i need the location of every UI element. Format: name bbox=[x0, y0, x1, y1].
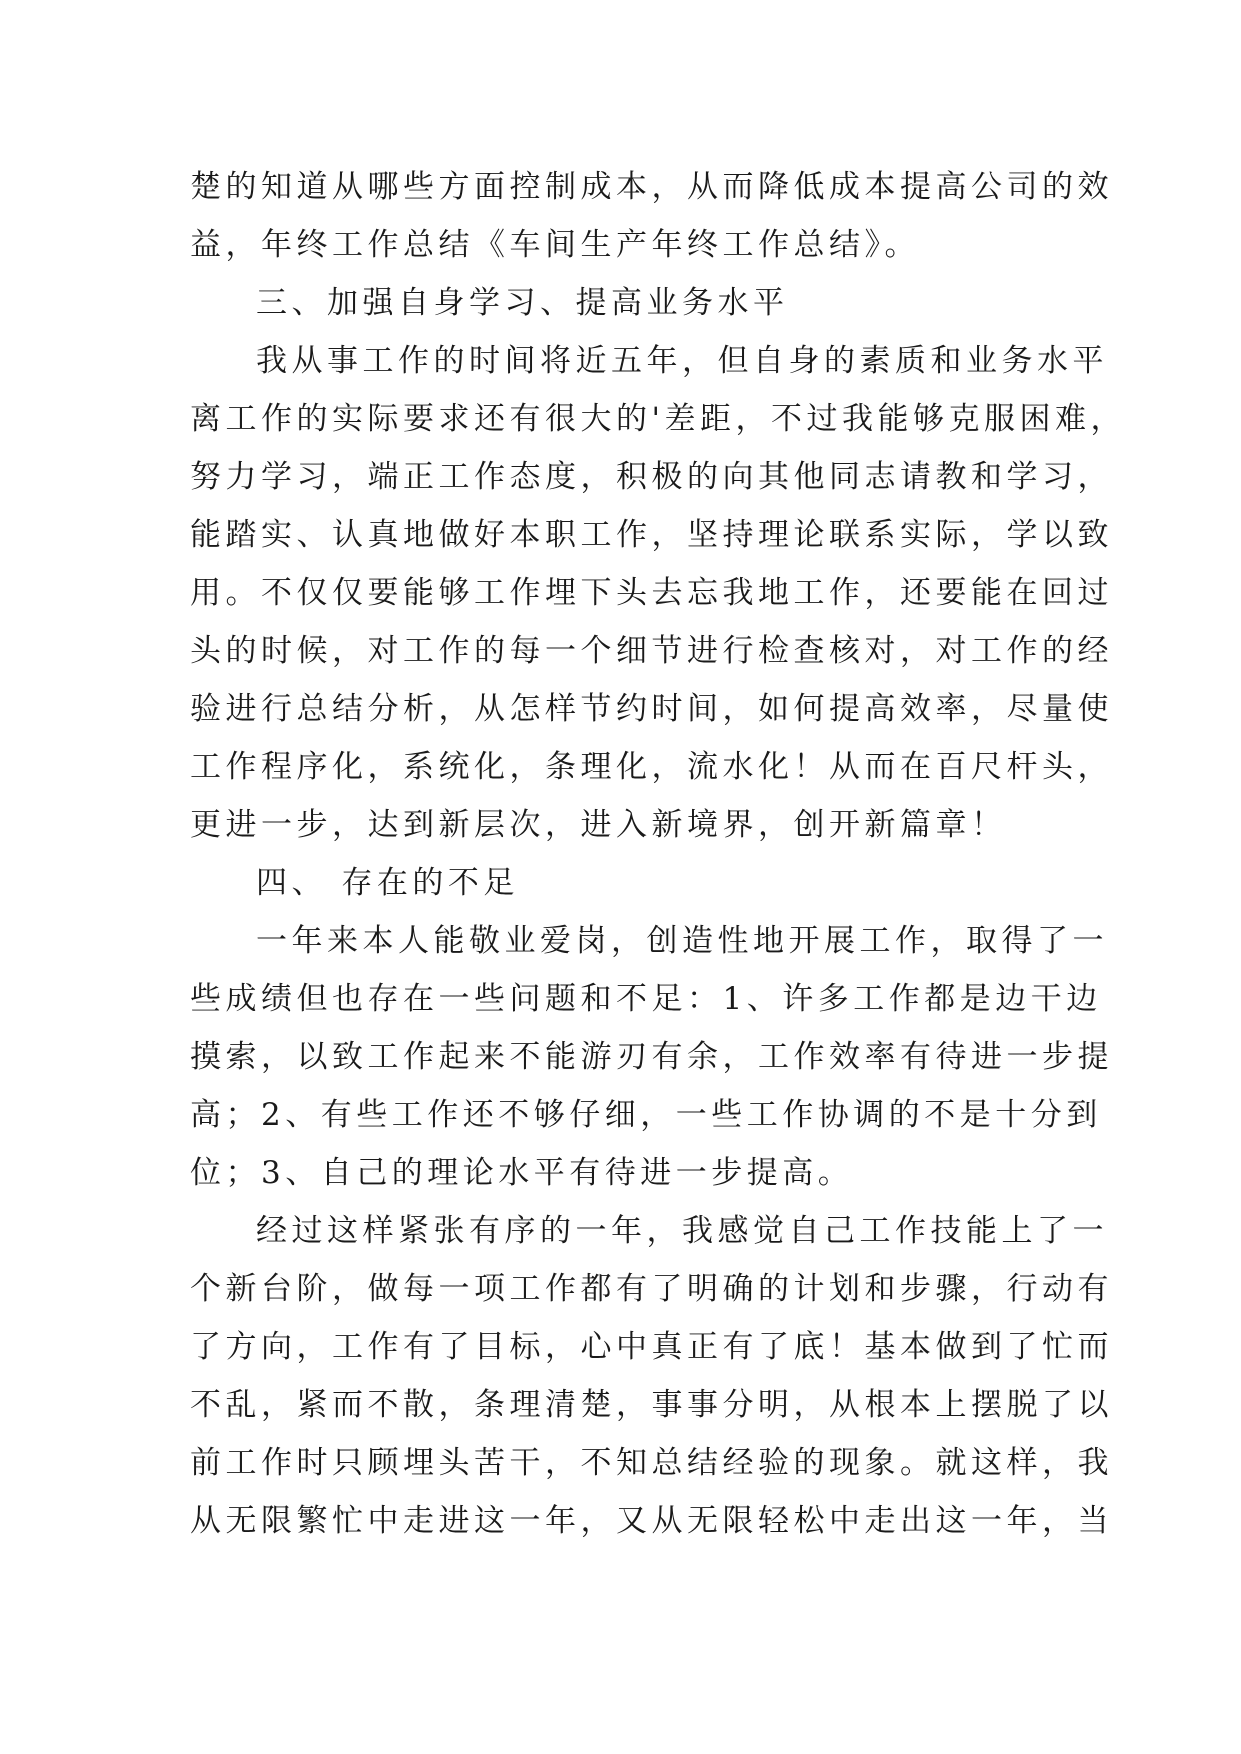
text-line: 了方向，工作有了目标，心中真正有了底！基本做到了忙而 bbox=[190, 1329, 1113, 1365]
text-line: 工作程序化，系统化，条理化，流水化！从而在百尺杆头， bbox=[190, 749, 1113, 785]
section-heading-4: 四、 存在的不足 bbox=[256, 865, 519, 901]
text-line: 头的时候，对工作的每一个细节进行检查核对，对工作的经 bbox=[190, 633, 1113, 669]
text-line: 离工作的实际要求还有很大的'差距，不过我能够克服困难， bbox=[190, 401, 1127, 437]
section-heading-3: 三、加强自身学习、提高业务水平 bbox=[256, 285, 789, 321]
text-line: 高；2、有些工作还不够仔细，一些工作协调的不是十分到 bbox=[190, 1097, 1102, 1133]
text-line: 用。不仅仅要能够工作埋下头去忘我地工作，还要能在回过 bbox=[190, 575, 1113, 611]
text-line: 摸索，以致工作起来不能游刃有余，工作效率有待进一步提 bbox=[190, 1039, 1113, 1075]
text-line: 些成绩但也存在一些问题和不足：1、许多工作都是边干边 bbox=[190, 981, 1102, 1017]
text-line: 楚的知道从哪些方面控制成本，从而降低成本提高公司的效 bbox=[190, 169, 1113, 205]
text-line: 更进一步，达到新层次，进入新境界，创开新篇章！ bbox=[190, 807, 1007, 843]
paragraph-start: 经过这样紧张有序的一年，我感觉自己工作技能上了一 bbox=[256, 1213, 1108, 1249]
document-body bbox=[190, 158, 1127, 1550]
text-line: 不乱，紧而不散，条理清楚，事事分明，从根本上摆脱了以 bbox=[190, 1387, 1113, 1423]
text-line: 从无限繁忙中走进这一年，又从无限轻松中走出这一年，当 bbox=[190, 1503, 1113, 1539]
paragraph-start: 我从事工作的时间将近五年，但自身的素质和业务水平 bbox=[256, 343, 1108, 379]
text-line: 努力学习，端正工作态度，积极的向其他同志请教和学习， bbox=[190, 459, 1113, 495]
text-line: 前工作时只顾埋头苦干，不知总结经验的现象。就这样，我 bbox=[190, 1445, 1113, 1481]
text-line: 能踏实、认真地做好本职工作，坚持理论联系实际，学以致 bbox=[190, 517, 1113, 553]
paragraph-start: 一年来本人能敬业爱岗，创造性地开展工作，取得了一 bbox=[256, 923, 1108, 959]
text-line: 益，年终工作总结《车间生产年终工作总结》。 bbox=[190, 227, 920, 263]
text-line: 验进行总结分析，从怎样节约时间，如何提高效率，尽量使 bbox=[190, 691, 1113, 727]
text-line: 位；3、自己的理论水平有待进一步提高。 bbox=[190, 1155, 854, 1191]
text-line: 个新台阶，做每一项工作都有了明确的计划和步骤，行动有 bbox=[190, 1271, 1113, 1307]
